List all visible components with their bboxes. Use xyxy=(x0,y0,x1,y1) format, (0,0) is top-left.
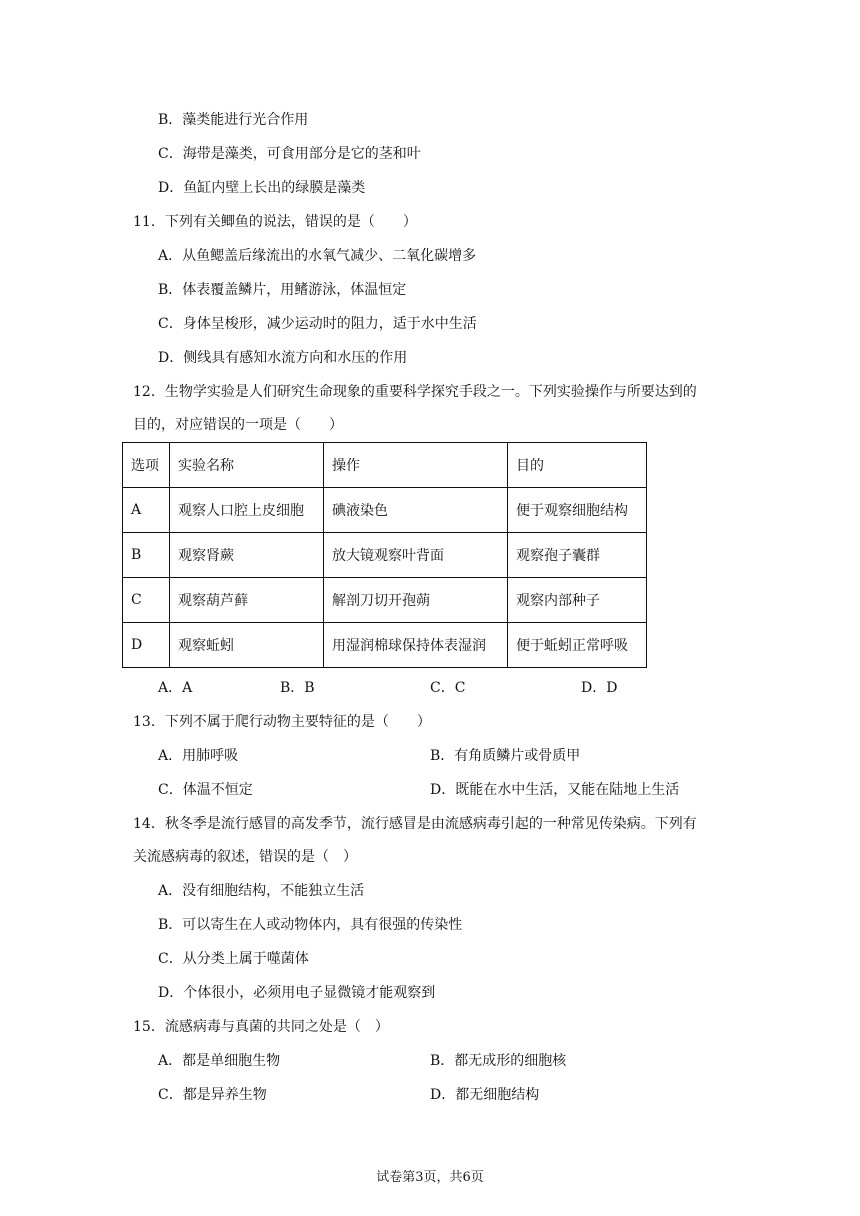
table-header-cell: 目的 xyxy=(508,443,647,488)
table-cell: 观察蚯蚓 xyxy=(170,623,324,668)
q14-option-a: A．没有细胞结构，不能独立生活 xyxy=(158,883,365,899)
experiment-table xyxy=(122,442,647,668)
q15-stem: 15．流感病毒与真菌的共同之处是（ ） xyxy=(133,1019,389,1035)
q14-option-d: D．个体很小，必须用电子显微镜才能观察到 xyxy=(158,985,436,1001)
q14-option-c: C．从分类上属于噬菌体 xyxy=(158,951,309,967)
q11-option-b: B．体表覆盖鳞片，用鳍游泳，体温恒定 xyxy=(158,282,407,298)
q11-option-c: C．身体呈梭形，减少运动时的阻力，适于水中生活 xyxy=(158,316,477,332)
table-header-cell: 选项 xyxy=(123,443,170,488)
table-cell: 观察内部种子 xyxy=(508,578,647,623)
table-cell: 解剖刀切开孢蒴 xyxy=(324,578,508,623)
table-row xyxy=(123,623,647,668)
table-cell: 便于观察细胞结构 xyxy=(508,488,647,533)
q14-stem-line1: 14．秋冬季是流行感冒的高发季节，流行感冒是由流感病毒引起的一种常见传染病。下列有 xyxy=(133,816,697,832)
q12-stem-line2: 目的，对应错误的一项是（ ） xyxy=(133,417,343,433)
table-cell: 放大镜观察叶背面 xyxy=(324,533,508,578)
table-row xyxy=(123,578,647,623)
table-header-cell: 操作 xyxy=(324,443,508,488)
table-cell: D xyxy=(123,623,170,668)
q15-option-c: C．都是异养生物 xyxy=(158,1087,267,1103)
q10-option-b: B．藻类能进行光合作用 xyxy=(158,112,309,128)
q13-stem: 13．下列不属于爬行动物主要特征的是（ ） xyxy=(133,714,431,730)
table-cell: 观察葫芦藓 xyxy=(170,578,324,623)
table-cell: 碘液染色 xyxy=(324,488,508,533)
table-header-row xyxy=(123,443,647,488)
q11-option-a: A．从鱼鳃盖后缘流出的水氧气减少、二氧化碳增多 xyxy=(158,248,477,264)
table-cell: 用湿润棉球保持体表湿润 xyxy=(324,623,508,668)
table-row xyxy=(123,533,647,578)
q10-option-c: C．海带是藻类，可食用部分是它的茎和叶 xyxy=(158,146,421,162)
table-cell: C xyxy=(123,578,170,623)
table-cell: A xyxy=(123,488,170,533)
q15-option-d: D．都无细胞结构 xyxy=(430,1087,540,1103)
table-cell: 观察人口腔上皮细胞 xyxy=(170,488,324,533)
q11-stem: 11．下列有关鲫鱼的说法，错误的是（ ） xyxy=(133,214,417,230)
table-cell: 便于蚯蚓正常呼吸 xyxy=(508,623,647,668)
table-row xyxy=(123,488,647,533)
q15-option-b: B．都无成形的细胞核 xyxy=(430,1053,567,1069)
table-cell: 观察肾蕨 xyxy=(170,533,324,578)
q12-stem-line1: 12．生物学实验是人们研究生命现象的重要科学探究手段之一。下列实验操作与所要达到的 xyxy=(133,384,697,400)
q14-option-b: B．可以寄生在人或动物体内，具有很强的传染性 xyxy=(158,917,463,933)
q13-option-b: B．有角质鳞片或骨质甲 xyxy=(430,748,581,764)
q13-option-c: C．体温不恒定 xyxy=(158,782,253,798)
q10-option-d: D．鱼缸内壁上长出的绿膜是藻类 xyxy=(158,180,366,196)
q12-option-d: D．D xyxy=(581,680,618,696)
q13-option-d: D．既能在水中生活，又能在陆地上生活 xyxy=(430,782,680,798)
table-cell: B xyxy=(123,533,170,578)
q13-option-a: A．用肺呼吸 xyxy=(158,748,239,764)
q12-option-c: C．C xyxy=(430,680,466,696)
q14-stem-line2: 关流感病毒的叙述，错误的是（ ） xyxy=(133,849,357,865)
q12-option-a: A．A xyxy=(158,680,193,696)
table-cell: 观察孢子囊群 xyxy=(508,533,647,578)
page-footer: 试卷第3页，共6页 xyxy=(376,1170,484,1185)
table-header-cell: 实验名称 xyxy=(170,443,324,488)
q15-option-a: A．都是单细胞生物 xyxy=(158,1053,281,1069)
q12-option-b: B．B xyxy=(280,680,315,696)
q11-option-d: D．侧线具有感知水流方向和水压的作用 xyxy=(158,350,408,366)
